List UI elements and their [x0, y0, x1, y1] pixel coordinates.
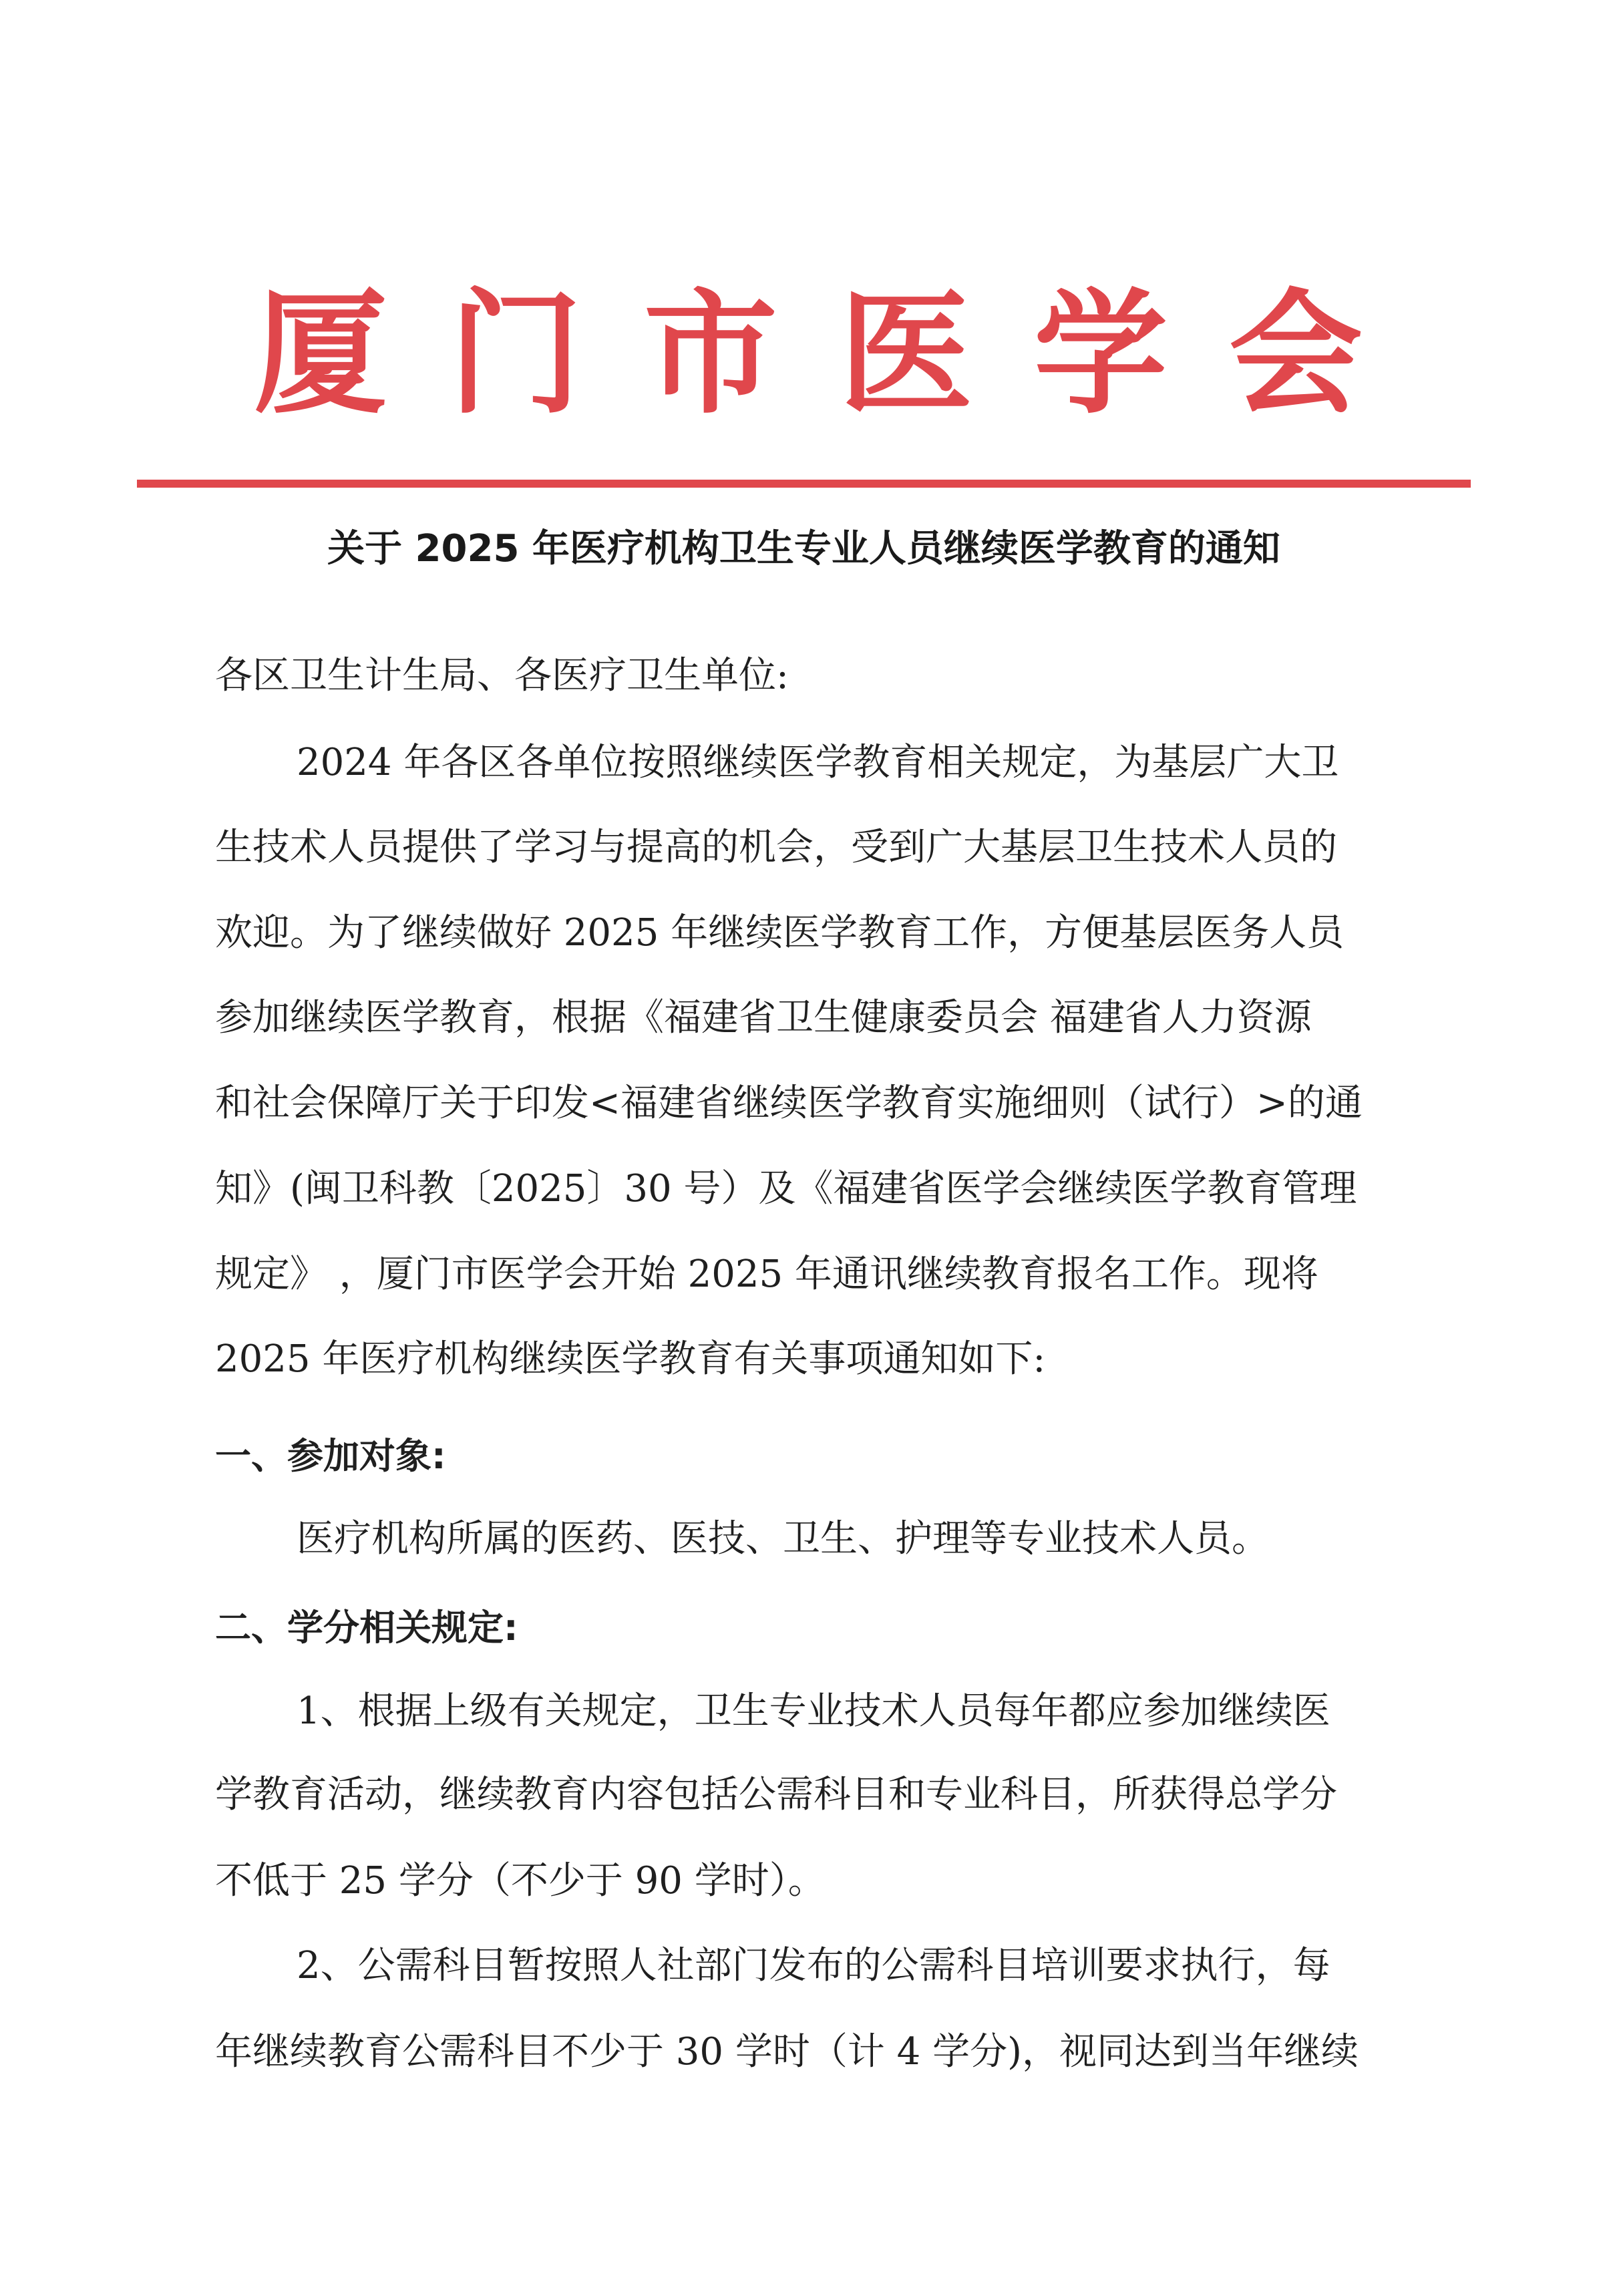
letterhead-char: 门 — [448, 275, 582, 432]
paragraph-line: 1、根据上级有关规定，卫生专业技术人员每年都应参加继续医 — [297, 1689, 1330, 1733]
section-heading: 二、学分相关规定: — [215, 1607, 518, 1649]
paragraph-line: 2、公需科目暂按照人社部门发布的公需科目培训要求执行，每 — [297, 1944, 1330, 1987]
document-title: 关于 2025 年医疗机构卫生专业人员继续医学教育的通知 — [327, 527, 1280, 570]
paragraph-line: 医疗机构所属的医药、医技、卫生、护理等专业技术人员。 — [297, 1517, 1269, 1561]
letterhead-char: 医 — [838, 275, 972, 432]
paragraph-line: 年继续教育公需科目不少于 30 学时（计 4 学分)，视同达到当年继续 — [215, 2030, 1359, 2074]
paragraph-line: 学教育活动，继续教育内容包括公需科目和专业科目，所获得总学分 — [215, 1773, 1337, 1816]
paragraph-line: 不低于 25 学分（不少于 90 学时）。 — [215, 1859, 826, 1903]
paragraph-line: 2025 年医疗机构继续医学教育有关事项通知如下: — [215, 1337, 1046, 1381]
paragraph-line: 和社会保障厅关于印发<福建省继续医学教育实施细则（试行）>的通 — [215, 1082, 1363, 1125]
letterhead-char: 会 — [1228, 275, 1363, 432]
paragraph-line: 2024 年各区各单位按照继续医学教育相关规定，为基层广大卫 — [297, 741, 1339, 784]
paragraph-line: 欢迎。为了继续做好 2025 年继续医学教育工作，方便基层医务人员 — [215, 911, 1345, 955]
paragraph-line: 规定》 ，厦门市医学会开始 2025 年通讯继续教育报名工作。现将 — [215, 1253, 1318, 1296]
letterhead-org-name — [254, 275, 1363, 432]
letterhead-char: 市 — [643, 275, 777, 432]
letterhead-char: 厦 — [254, 275, 388, 432]
section-heading: 一、参加对象: — [215, 1435, 446, 1477]
paragraph-line: 生技术人员提供了学习与提高的机会，受到广大基层卫生技术人员的 — [215, 826, 1337, 869]
salutation: 各区卫生计生局、各医疗卫生单位: — [215, 654, 789, 697]
letterhead-char: 学 — [1033, 275, 1168, 432]
paragraph-line: 知》(闽卫科教〔2025〕30 号）及《福建省医学会继续医学教育管理 — [215, 1167, 1357, 1210]
paragraph-line: 参加继续医学教育，根据《福建省卫生健康委员会 福建省人力资源 — [215, 996, 1312, 1039]
letterhead-divider — [137, 480, 1471, 488]
